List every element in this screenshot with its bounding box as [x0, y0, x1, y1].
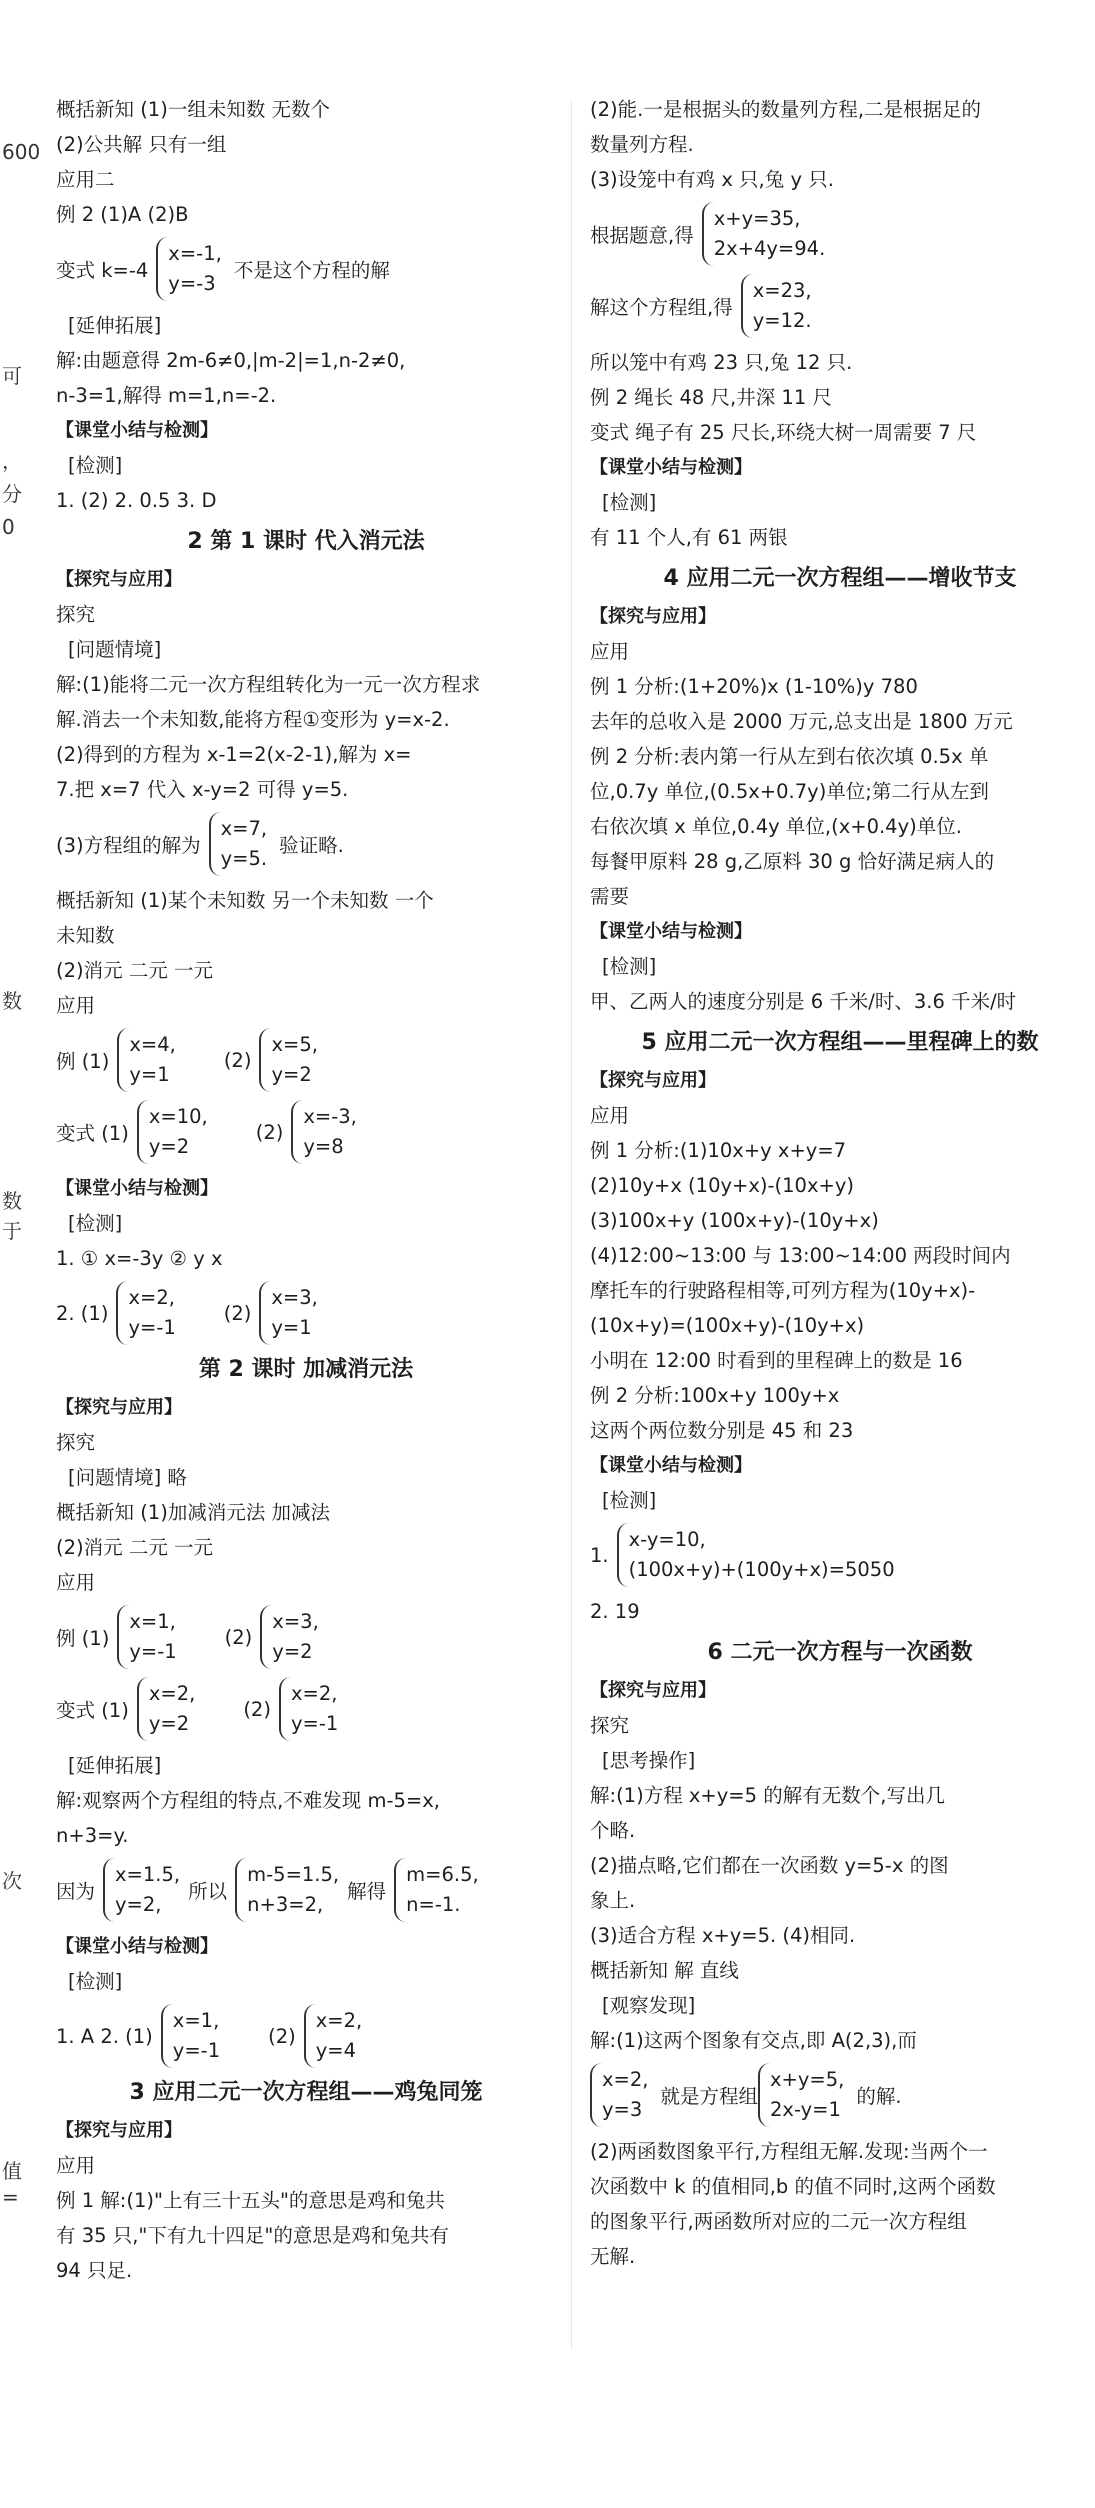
equation-prefix: 例 (1): [56, 1050, 110, 1073]
text-line: (2)得到的方程为 x-1=2(x-2-1),解为 x=: [56, 743, 412, 766]
equation-block: [56, 1027, 556, 1093]
text-line: 概括新知 (1)一组未知数 无数个: [56, 98, 331, 121]
text-line: 探究: [590, 1714, 630, 1737]
equation-block: [590, 273, 1090, 339]
equation-row: y=4: [315, 2039, 357, 2062]
equation-row: x=5,: [271, 1033, 318, 1056]
right-column: [590, 92, 1090, 2274]
equation-note: 验证略.: [279, 834, 344, 857]
equation-row: y=3: [602, 2098, 643, 2121]
equation-system: [137, 1677, 195, 1741]
text-line: 次函数中 k 的值相同,b 的值不同时,这两个函数: [590, 2175, 996, 2198]
equation-label: (2): [223, 1048, 252, 1072]
equation-row: y=2: [271, 1063, 312, 1086]
section-header: 【探究与应用】: [56, 1397, 182, 1418]
text-line: [检测]: [68, 1212, 123, 1235]
text-line: 应用: [590, 1104, 630, 1127]
text-line: 1. ① x=-3y ② y x: [56, 1247, 223, 1270]
section-header: 【探究与应用】: [590, 1070, 716, 1091]
text-line: [检测]: [602, 491, 657, 514]
equation-row: x=23,: [752, 279, 812, 302]
equation-row: x=2,: [128, 1286, 175, 1309]
text-line: 解:由题意得 2m-6≠0,|m-2|=1,n-2≠0,: [56, 349, 406, 372]
text-line: 例 2 分析:表内第一行从左到右依次填 0.5x 单: [590, 745, 989, 768]
text-line: 2. 19: [590, 1600, 640, 1623]
equation-prefix: 解这个方程组,得: [590, 296, 733, 319]
text-line: 甲、乙两人的速度分别是 6 千米/时、3.6 千米/时: [590, 990, 1017, 1013]
section-header: 【课堂小结与检测】: [56, 1936, 218, 1957]
equation-system: [259, 1281, 317, 1345]
lesson-title: 3 应用二元一次方程组——鸡兔同笼: [129, 2080, 483, 2105]
equation-prefix: 变式 (1): [56, 1699, 129, 1722]
equation-row: y=2: [148, 1712, 190, 1735]
equation-label: (2): [255, 1120, 284, 1144]
text-line: 应用: [56, 1571, 96, 1594]
text-line: 例 2 绳长 48 尺,井深 11 尺: [590, 386, 832, 409]
equation-row: y=-1: [290, 1712, 339, 1735]
equation-note: 不是这个方程的解: [233, 259, 390, 282]
text-line: 94 只足.: [56, 2259, 133, 2282]
equation-system: [103, 1858, 180, 1922]
section-header: 【探究与应用】: [56, 2120, 182, 2141]
equation-system: [702, 202, 826, 266]
equation-prefix: 1.: [590, 1543, 609, 1567]
text-line: [检测]: [68, 1970, 123, 1993]
lesson-title: 6 二元一次方程与一次函数: [707, 1640, 973, 1665]
text-line: 解.消去一个未知数,能将方程①变形为 y=x-2.: [56, 708, 450, 731]
equation-row: y=-1: [172, 2039, 221, 2062]
left-column: [56, 92, 556, 2288]
text-line: (3)适合方程 x+y=5. (4)相同.: [590, 1924, 856, 1947]
cropped-glyph: 次: [2, 1869, 22, 1893]
section-header: 【课堂小结与检测】: [590, 921, 752, 942]
text-line: 有 11 个人,有 61 两银: [590, 526, 788, 549]
equation-row: x=1,: [172, 2009, 220, 2032]
text-line: 概括新知 (1)某个未知数 另一个未知数 一个: [56, 889, 434, 912]
text-line: [检测]: [602, 1489, 657, 1512]
equation-system: [156, 237, 222, 301]
cropped-glyph: 于: [2, 1219, 22, 1243]
text-line: 象上.: [590, 1889, 636, 1912]
equation-prefix: 因为: [56, 1880, 96, 1903]
equation-label: 解得: [347, 1880, 387, 1903]
text-line: (2)两函数图象平行,方程组无解.发现:当两个一: [590, 2140, 988, 2163]
equation-row: y=2: [148, 1135, 190, 1158]
equation-block: [56, 1857, 556, 1923]
equation-row: x=2,: [602, 2068, 649, 2091]
equation-row: n+3=2,: [247, 1893, 324, 1916]
equation-row: n=-1.: [406, 1893, 461, 1916]
text-line: 变式 绳子有 25 尺长,环绕大树一周需要 7 尺: [590, 421, 977, 444]
text-line: 例 2 分析:100x+y 100y+x: [590, 1384, 840, 1407]
equation-system: [161, 2004, 220, 2068]
equation-row: y=5.: [220, 847, 268, 870]
equation-system: [304, 2004, 362, 2068]
equation-row: x=1,: [129, 1610, 176, 1633]
text-line: (3)设笼中有鸡 x 只,兔 y 只.: [590, 168, 834, 191]
equation-system: [116, 1281, 175, 1345]
text-line: [检测]: [602, 955, 657, 978]
text-line: 右依次填 x 单位,0.4y 单位,(x+0.4y)单位.: [590, 815, 962, 838]
text-line: 例 1 分析:(1)10x+y x+y=7: [590, 1139, 847, 1162]
text-line: 例 1 分析:(1+20%)x (1-10%)y 780: [590, 675, 918, 698]
text-line: 无解.: [590, 2245, 636, 2268]
text-line: (2)能.一是根据头的数量列方程,二是根据足的: [590, 98, 982, 121]
equation-label: (2): [224, 1625, 253, 1649]
text-line: [问题情境]: [68, 638, 162, 661]
text-line: 小明在 12:00 时看到的里程碑上的数是 16: [590, 1349, 963, 1372]
equation-row: x=10,: [148, 1105, 208, 1128]
text-line: (2)公共解 只有一组: [56, 133, 227, 156]
equation-system: [279, 1677, 338, 1741]
equation-prefix: 变式 k=-4: [56, 259, 149, 282]
cropped-glyph: 600: [2, 140, 41, 164]
text-line: (4)12:00~13:00 与 13:00~14:00 两段时间内: [590, 1244, 1011, 1267]
equation-block: [56, 1099, 556, 1165]
text-line: 例 1 解:(1)"上有三十五头"的意思是鸡和兔共: [56, 2189, 445, 2212]
text-line: 有 35 只,"下有九十四足"的意思是鸡和兔共有: [56, 2224, 449, 2247]
equation-row: y=2: [272, 1640, 313, 1663]
equation-system: [260, 1605, 318, 1669]
equation-row: y=2,: [115, 1893, 162, 1916]
equation-row: x=1.5,: [115, 1863, 181, 1886]
text-line: (2)描点略,它们都在一次函数 y=5-x 的图: [590, 1854, 949, 1877]
text-line: [检测]: [68, 454, 123, 477]
equation-row: x=2,: [315, 2009, 363, 2032]
text-line: 位,0.7y 单位,(0.5x+0.7y)单位;第二行从左到: [590, 780, 989, 803]
text-line: 探究: [56, 1431, 96, 1454]
equation-label: (2): [243, 1697, 271, 1721]
equation-block: [590, 201, 1090, 267]
text-line: n-3=1,解得 m=1,n=-2.: [56, 384, 277, 407]
cropped-glyph: 数: [2, 989, 22, 1013]
text-line: 的图象平行,两函数所对应的二元一次方程组: [590, 2210, 967, 2233]
section-header: 【课堂小结与检测】: [56, 1178, 218, 1199]
equation-label: 所以: [188, 1880, 228, 1903]
equation-prefix: 变式 (1): [56, 1122, 129, 1145]
text-line: 解:观察两个方程组的特点,不难发现 m-5=x,: [56, 1789, 440, 1812]
equation-row: (100x+y)+(100y+x)=5050: [628, 1558, 895, 1581]
text-line: 应用二: [56, 168, 115, 191]
equation-row: 2x+4y=94.: [713, 237, 826, 260]
section-header: 【课堂小结与检测】: [590, 1455, 752, 1476]
equation-system: [291, 1100, 357, 1164]
equation-block: [56, 2003, 556, 2069]
equation-prefix: 根据题意,得: [590, 224, 694, 247]
equation-prefix: 例 (1): [56, 1627, 110, 1650]
equation-row: y=12.: [752, 309, 812, 332]
equation-row: x=2,: [290, 1682, 338, 1705]
equation-block: [590, 2062, 1090, 2128]
text-line: 应用: [56, 994, 96, 1017]
equation-system: [117, 1605, 176, 1669]
section-header: 【探究与应用】: [590, 1680, 716, 1701]
section-header: 【课堂小结与检测】: [590, 457, 752, 478]
equation-note: 就是方程组: [660, 2085, 758, 2108]
cropped-glyph: ，: [2, 449, 22, 473]
left-edge-cropped-text: [0, 0, 44, 2508]
text-line: 应用: [56, 2154, 96, 2177]
equation-system: [117, 1028, 175, 1092]
text-line: (2)消元 二元 一元: [56, 1536, 214, 1559]
equation-row: x-y=10,: [628, 1528, 706, 1551]
equation-prefix: (3)方程组的解为: [56, 834, 201, 857]
text-line: [延伸拓展]: [68, 314, 162, 337]
text-line: 摩托车的行驶路程相等,可列方程为(10y+x)-: [590, 1279, 976, 1302]
equation-row: y=1: [271, 1316, 312, 1339]
text-line: n+3=y.: [56, 1824, 129, 1847]
equation-label: (2): [268, 2024, 296, 2048]
equation-row: 2x-y=1: [770, 2098, 841, 2121]
section-header: 【探究与应用】: [56, 569, 182, 590]
equation-system: [137, 1100, 208, 1164]
equation-row: y=-1: [128, 1316, 176, 1339]
equation-row: y=1: [129, 1063, 170, 1086]
equation-block: [56, 236, 556, 302]
text-line: 需要: [590, 885, 630, 908]
equation-row: m=6.5,: [406, 1863, 479, 1886]
text-line: 7.把 x=7 代入 x-y=2 可得 y=5.: [56, 778, 349, 801]
equation-row: y=-3: [168, 272, 216, 295]
equation-system: [617, 1523, 895, 1587]
equation-row: x+y=35,: [713, 207, 801, 230]
equation-prefix: 2. (1): [56, 1301, 109, 1325]
text-line: 每餐甲原料 28 g,乙原料 30 g 恰好满足病人的: [590, 850, 995, 873]
equation-system: [235, 1858, 339, 1922]
lesson-title: 4 应用二元一次方程组——增收节支: [663, 566, 1017, 591]
equation-row: m-5=1.5,: [247, 1863, 340, 1886]
text-line: 概括新知 解 直线: [590, 1959, 739, 1982]
equation-block: [56, 1604, 556, 1670]
equation-row: y=-1: [129, 1640, 177, 1663]
cropped-glyph: =: [2, 2185, 19, 2209]
equation-row: x=3,: [271, 1286, 318, 1309]
text-line: 1. (2) 2. 0.5 3. D: [56, 489, 217, 512]
section-header: 【课堂小结与检测】: [56, 420, 218, 441]
cropped-glyph: 值: [2, 2159, 22, 2183]
text-line: (2)10y+x (10y+x)-(10x+y): [590, 1174, 854, 1197]
text-line: 探究: [56, 603, 96, 626]
equation-prefix: 1. A 2. (1): [56, 2024, 153, 2048]
equation-system: [209, 812, 267, 876]
section-header: 【探究与应用】: [590, 606, 716, 627]
equation-system: [590, 2063, 648, 2127]
text-line: (10x+y)=(100x+y)-(10y+x): [590, 1314, 865, 1337]
text-line: 应用: [590, 640, 630, 663]
equation-row: x=-3,: [303, 1105, 357, 1128]
text-line: 个略.: [590, 1819, 636, 1842]
equation-row: y=8: [303, 1135, 344, 1158]
text-line: [观察发现]: [602, 1994, 696, 2017]
equation-system: [741, 274, 812, 338]
text-line: 数量列方程.: [590, 133, 694, 156]
cropped-glyph: 可: [2, 364, 22, 388]
equation-row: x=2,: [148, 1682, 196, 1705]
text-line: 去年的总收入是 2000 万元,总支出是 1800 万元: [590, 710, 1013, 733]
equation-block: [56, 811, 556, 877]
equation-block: [56, 1280, 556, 1346]
text-line: (2)消元 二元 一元: [56, 959, 214, 982]
lesson-title: 第 2 课时 加减消元法: [198, 1357, 414, 1382]
text-line: 所以笼中有鸡 23 只,兔 12 只.: [590, 351, 853, 374]
equation-block: [56, 1676, 556, 1742]
equation-row: x=4,: [129, 1033, 176, 1056]
equation-row: x+y=5,: [770, 2068, 845, 2091]
equation-system: [394, 1858, 479, 1922]
equation-row: x=3,: [272, 1610, 319, 1633]
text-line: 未知数: [56, 924, 115, 947]
equation-system: [758, 2063, 844, 2127]
text-line: [思考操作]: [602, 1749, 696, 1772]
cropped-glyph: 分: [2, 482, 22, 506]
text-line: 概括新知 (1)加减消元法 加减法: [56, 1501, 331, 1524]
equation-note: 的解.: [856, 2085, 902, 2108]
cropped-glyph: 0: [2, 515, 15, 539]
lesson-title: 5 应用二元一次方程组——里程碑上的数: [641, 1030, 1039, 1055]
text-line: [延伸拓展]: [68, 1754, 162, 1777]
equation-row: x=-1,: [168, 242, 222, 265]
equation-block: [590, 1522, 1090, 1588]
text-line: 解:(1)能将二元一次方程组转化为一元一次方程求: [56, 673, 481, 696]
text-line: 这两个两位数分别是 45 和 23: [590, 1419, 854, 1442]
text-line: 解:(1)方程 x+y=5 的解有无数个,写出几: [590, 1784, 945, 1807]
text-line: [问题情境] 略: [68, 1466, 187, 1489]
text-line: 解:(1)这两个图象有交点,即 A(2,3),而: [590, 2029, 917, 2052]
text-line: 例 2 (1)A (2)B: [56, 203, 189, 226]
equation-system: [259, 1028, 317, 1092]
lesson-title: 2 第 1 课时 代入消元法: [187, 529, 425, 554]
cropped-glyph: 数: [2, 1189, 22, 1213]
text-line: (3)100x+y (100x+y)-(10y+x): [590, 1209, 879, 1232]
equation-row: x=7,: [220, 817, 268, 840]
equation-label: (2): [223, 1301, 252, 1325]
column-divider: [571, 100, 572, 2350]
